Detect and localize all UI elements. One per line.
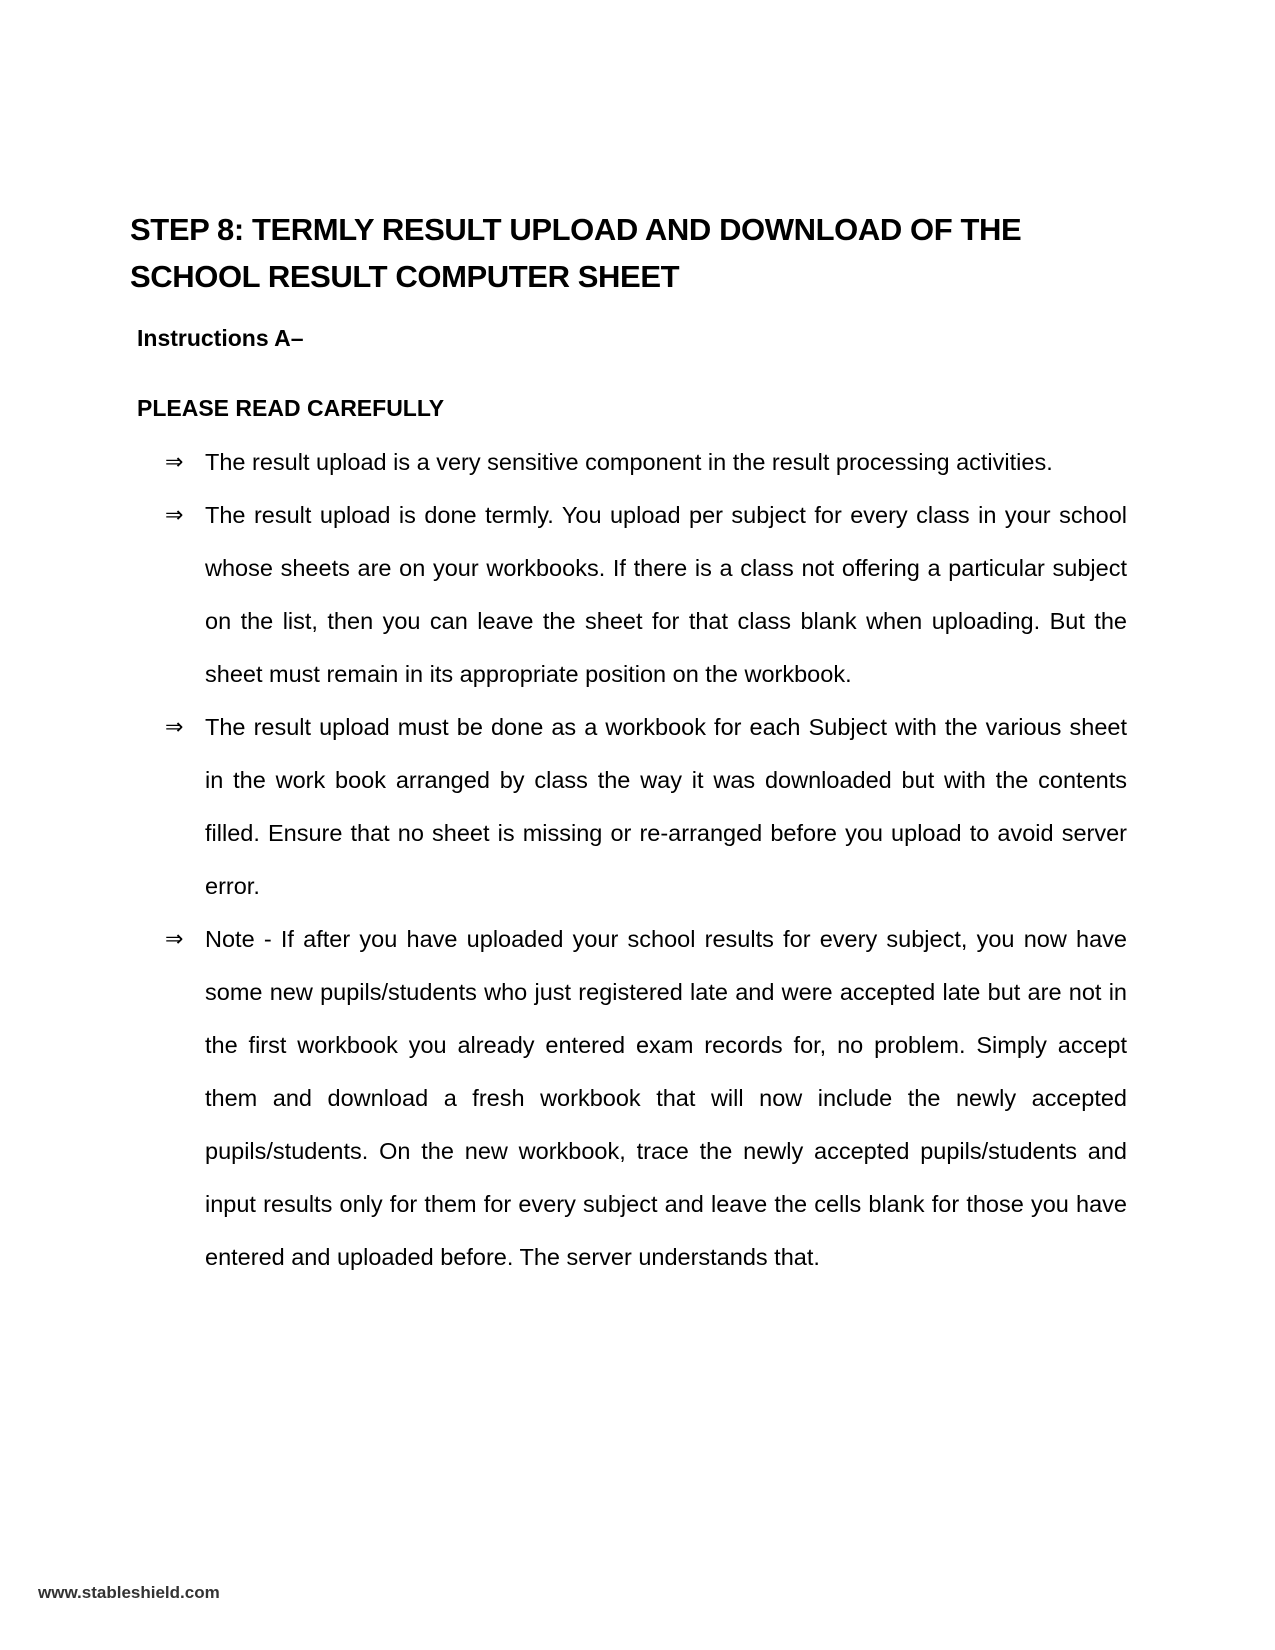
list-item [165,913,1127,1284]
page-heading: STEP 8: TERMLY RESULT UPLOAD AND DOWNLOAD OF THE SCHOOL RESULT COMPUTER SHEET [130,212,1022,294]
list-item-text: Note - If after you have uploaded your school results for every subject, you now have some new pupils/students who just registered late and were accepted late but are not in the first workbook you already entered exam records for, no problem. Simply accept them and download a fresh workbook that will now include the newly accepted pupils/students. On the new workbook, trace the newly accepted pupils/students and input results only for them for every subject and leave the cells blank for those you have entered and uploaded before. The server understands that. [205,926,1127,1270]
list-item-text: The result upload must be done as a workbook for each Subject with the various sheet in the work book arranged by class the way it was downloaded but with the contents filled. Ensure that no sheet is missing or re-arranged before you upload to avoid server error. [205,714,1127,899]
double-arrow-icon: ⇒ [165,715,184,740]
list-item [165,489,1127,701]
list-item [165,436,1127,489]
list-item-text: The result upload is a very sensitive component in the result processing activities. [205,449,1053,475]
instructions-label: Instructions A– [137,325,304,351]
double-arrow-icon: ⇒ [165,503,184,528]
double-arrow-icon: ⇒ [165,927,184,952]
instruction-list [165,436,1127,1284]
please-read-label: PLEASE READ CAREFULLY [137,395,445,421]
footer-website: www.stableshield.com [38,1583,220,1602]
list-item [165,701,1127,913]
double-arrow-icon: ⇒ [165,450,184,475]
list-item-text: The result upload is done termly. You upload per subject for every class in your school whose sheets are on your workbooks. If there is a class not offering a particular subject on the list, then you can leave the sheet for that class blank when uploading. But the sheet must remain in its appropriate position on the workbook. [205,502,1127,687]
